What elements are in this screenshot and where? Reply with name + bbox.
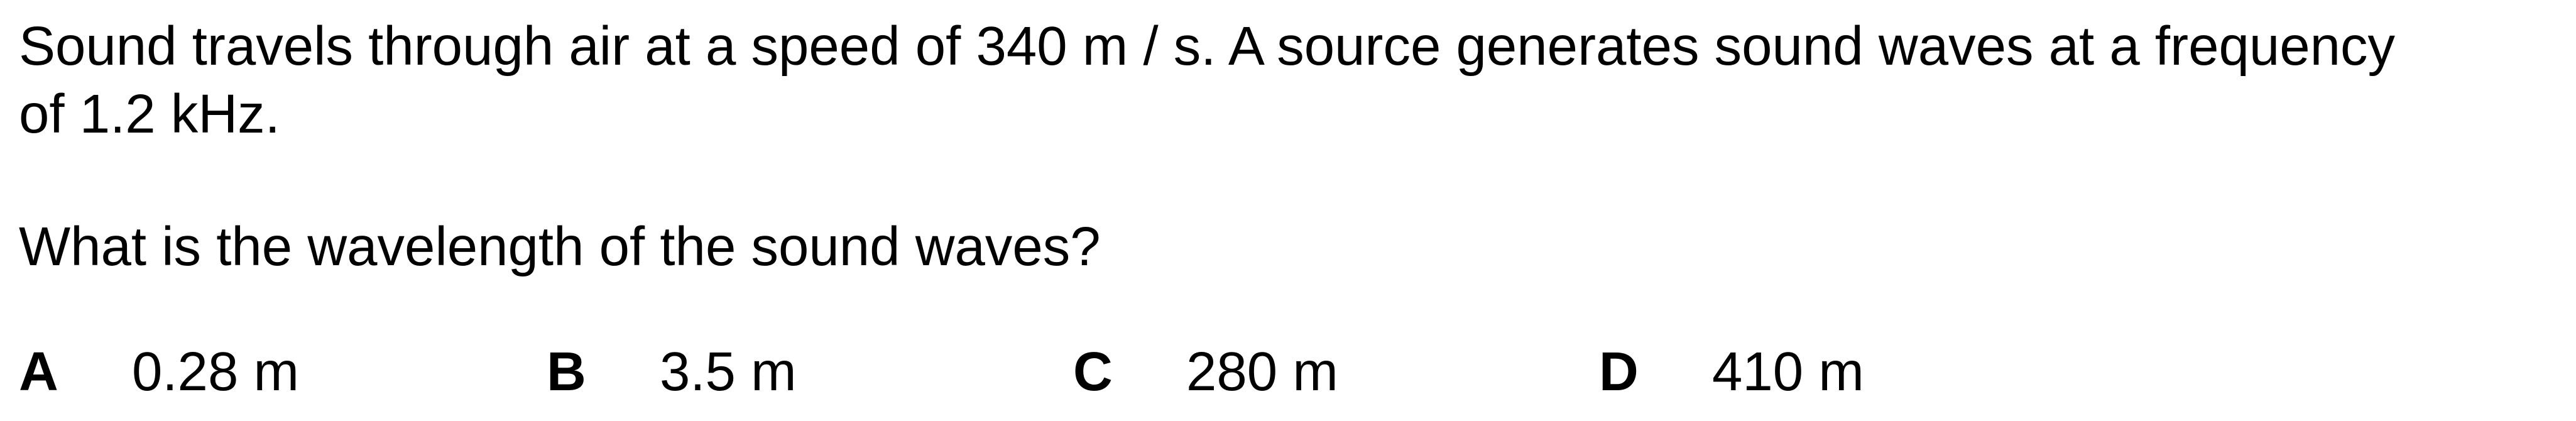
option-letter: B <box>547 341 586 402</box>
stem-line-1: Sound travels through air at a speed of 340 m / s. A source generates sound waves at a frequency <box>19 16 2395 77</box>
option-letter: A <box>19 341 58 402</box>
question-prompt: What is the wavelength of the sound waves? <box>19 216 1101 277</box>
question-stem <box>19 13 2557 148</box>
stem-line-2: of 1.2 kHz. <box>19 84 280 145</box>
option-letter: C <box>1073 341 1113 402</box>
option-value: 0.28 m <box>132 341 299 402</box>
option-value: 3.5 m <box>660 341 797 402</box>
option-value: 280 m <box>1186 341 1338 402</box>
option-letter: D <box>1599 341 1639 402</box>
option-value: 410 m <box>1712 341 1864 402</box>
